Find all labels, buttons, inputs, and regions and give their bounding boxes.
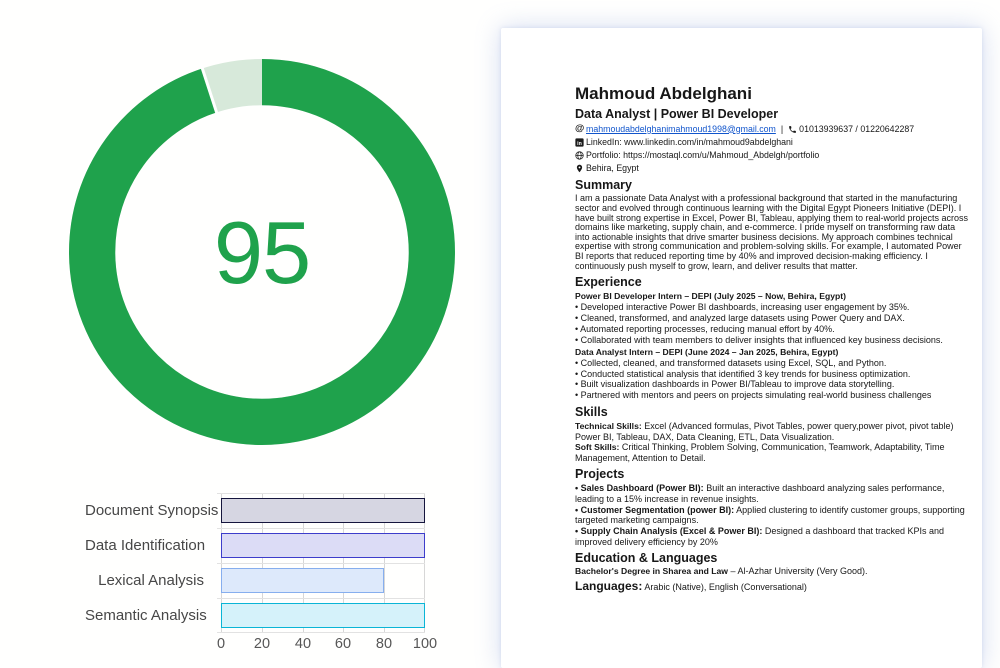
- job-header: Power BI Developer Intern – DEPI (July 2025 – Now, Behira, Egypt): [575, 291, 846, 302]
- summary-text: I am a passionate Data Analyst with a professional background that started in the manufacturing sector and evolved through continuous learning with the Digital Egypt Pioneers Initiative (DEPI). I have built strong expertise in Excel, Power BI, Tableau, applying them to real-world projects across domains like marketing, supply chain, and e-commerce. I pride myself on transforming raw data into actionable insights that drive smarter business decisions. My approach combines technical expertise with strong communication and problem-solving skills. For example, I automated Power BI reports that reduced reporting time by 40% and improved decision-making efficiency. I continuously push myself to grow, learn, and deliver results that matter.: [575, 193, 969, 271]
- degree-detail: – Al-Azhar University (Very Good).: [727, 566, 868, 577]
- gridline: [217, 528, 425, 529]
- education-line: [575, 567, 971, 577]
- languages-line: [575, 579, 971, 593]
- skills-soft: [575, 442, 971, 463]
- gridline: [217, 493, 425, 494]
- bar-label: Data Identification: [85, 537, 206, 554]
- degree-label: Bachelor's Degree in Sharea and Law: [575, 566, 728, 577]
- section-heading-experience: Experience: [575, 275, 642, 290]
- project-text: Built an interactive dashboard analyzing sales performance, leading to a 15% increase in revenue insights.: [575, 483, 945, 505]
- contact-row-email-phone: [575, 123, 971, 135]
- linkedin-text: LinkedIn: www.linkedin.com/in/mahmoud9abdelghani: [586, 137, 793, 148]
- x-tick: 20: [253, 636, 271, 652]
- resume-title: Data Analyst | Power BI Developer: [575, 106, 779, 121]
- svg-text:in: in: [577, 140, 582, 147]
- contact-row-portfolio: [575, 150, 971, 161]
- resume-name: Mahmoud Abdelghani: [575, 84, 752, 103]
- portfolio-text: Portfolio: https://mostaql.com/u/Mahmoud_Abdelgh/portfolio: [586, 149, 820, 160]
- bar-label: Document Synopsis: [85, 502, 219, 519]
- gridline: [217, 598, 425, 599]
- x-tick: 100: [412, 636, 438, 652]
- phone-numbers: 01013939637 / 01220642287: [799, 123, 915, 134]
- globe-icon: [575, 151, 586, 160]
- bar-plot-area: [221, 493, 425, 633]
- bar-label: Semantic Analysis: [85, 607, 207, 624]
- project-label: • Supply Chain Analysis (Excel & Power BI):: [575, 525, 763, 536]
- x-tick: 40: [294, 636, 312, 652]
- job-header: Data Analyst Intern – DEPI (June 2024 – Jan 2025, Behira, Egypt): [575, 346, 839, 357]
- skills-technical: [575, 421, 971, 442]
- x-tick: 0: [216, 636, 226, 652]
- job-bullet: • Automated reporting processes, reducing manual effort by 40%.: [575, 324, 835, 335]
- linkedin-icon: [575, 138, 586, 147]
- bar-label: Lexical Analysis: [98, 572, 204, 589]
- gridline: [217, 632, 425, 633]
- gridline: [217, 563, 425, 564]
- bar-semantic-analysis: [221, 603, 425, 628]
- contact-row-location: [575, 163, 971, 174]
- contact-row-linkedin: [575, 137, 971, 148]
- x-tick: 80: [375, 636, 393, 652]
- location-text: Behira, Egypt: [586, 162, 639, 173]
- project-text: Designed a dashboard that tracked KPIs and improved delivery efficiency by 20%: [575, 525, 944, 547]
- project-item: [575, 505, 971, 526]
- gauge-score-value: 95: [213, 203, 311, 303]
- section-heading-skills: Skills: [575, 405, 608, 420]
- project-text: Applied clustering to identify customer groups, supporting targeted marketing campaigns.: [575, 504, 965, 526]
- job-bullet: • Collected, cleaned, and transformed datasets using Excel, SQL, and Python.: [575, 357, 887, 368]
- email-link[interactable]: mahmoudabdelghanimahmoud1998@gmail.com: [586, 123, 776, 134]
- skills-technical-label: Technical Skills:: [575, 421, 642, 432]
- project-label: • Sales Dashboard (Power BI):: [575, 483, 704, 494]
- job-bullet: • Cleaned, transformed, and analyzed large datasets using Power Query and DAX.: [575, 313, 905, 324]
- bar-data-identification: [221, 533, 425, 558]
- contact-separator: |: [780, 123, 784, 134]
- location-pin-icon: [575, 163, 586, 174]
- phone-icon: [788, 125, 799, 134]
- at-icon: @: [575, 123, 585, 135]
- job-bullet: • Partnered with mentors and peers on projects simulating real-world business challenges: [575, 390, 932, 401]
- score-gauge-svg: [66, 56, 458, 448]
- skills-technical-text: Excel (Advanced formulas, Pivot Tables, power query,power pivot, pivot table) Power BI, Tableau, DAX, Data Cleaning, ETL, Data Visualization.: [575, 421, 954, 442]
- project-label: • Customer Segmentation (power BI):: [575, 504, 735, 515]
- x-tick: 60: [334, 636, 352, 652]
- section-heading-summary: Summary: [575, 178, 632, 193]
- job-bullet: • Developed interactive Power BI dashboards, increasing user engagement by 35%.: [575, 302, 910, 313]
- languages-label: Languages:: [575, 578, 643, 593]
- resume-document-card: [501, 28, 982, 668]
- bar-document-synopsis: [221, 498, 425, 523]
- job-bullet: • Conducted statistical analysis that identified 3 key trends for business optimization.: [575, 368, 911, 379]
- project-item: [575, 526, 971, 547]
- languages-text: Arabic (Native), English (Conversational): [642, 581, 807, 592]
- resume-content: [575, 85, 971, 593]
- section-heading-projects: Projects: [575, 467, 625, 482]
- skills-soft-label: Soft Skills:: [575, 442, 620, 453]
- project-item: [575, 483, 971, 504]
- category-scores-chart: [85, 490, 445, 665]
- job-bullet: • Collaborated with team members to deliver insights that influenced key business decisions.: [575, 334, 943, 345]
- skills-soft-text: Critical Thinking, Problem Solving, Communication, Teamwork, Adaptability, Time Management, Attention to Detail.: [575, 442, 945, 463]
- job-bullet: • Built visualization dashboards in Power BI/Tableau to improve data storytelling.: [575, 379, 895, 390]
- bar-lexical-analysis: [221, 568, 384, 593]
- section-heading-education: Education & Languages: [575, 551, 718, 566]
- score-gauge: [66, 56, 458, 448]
